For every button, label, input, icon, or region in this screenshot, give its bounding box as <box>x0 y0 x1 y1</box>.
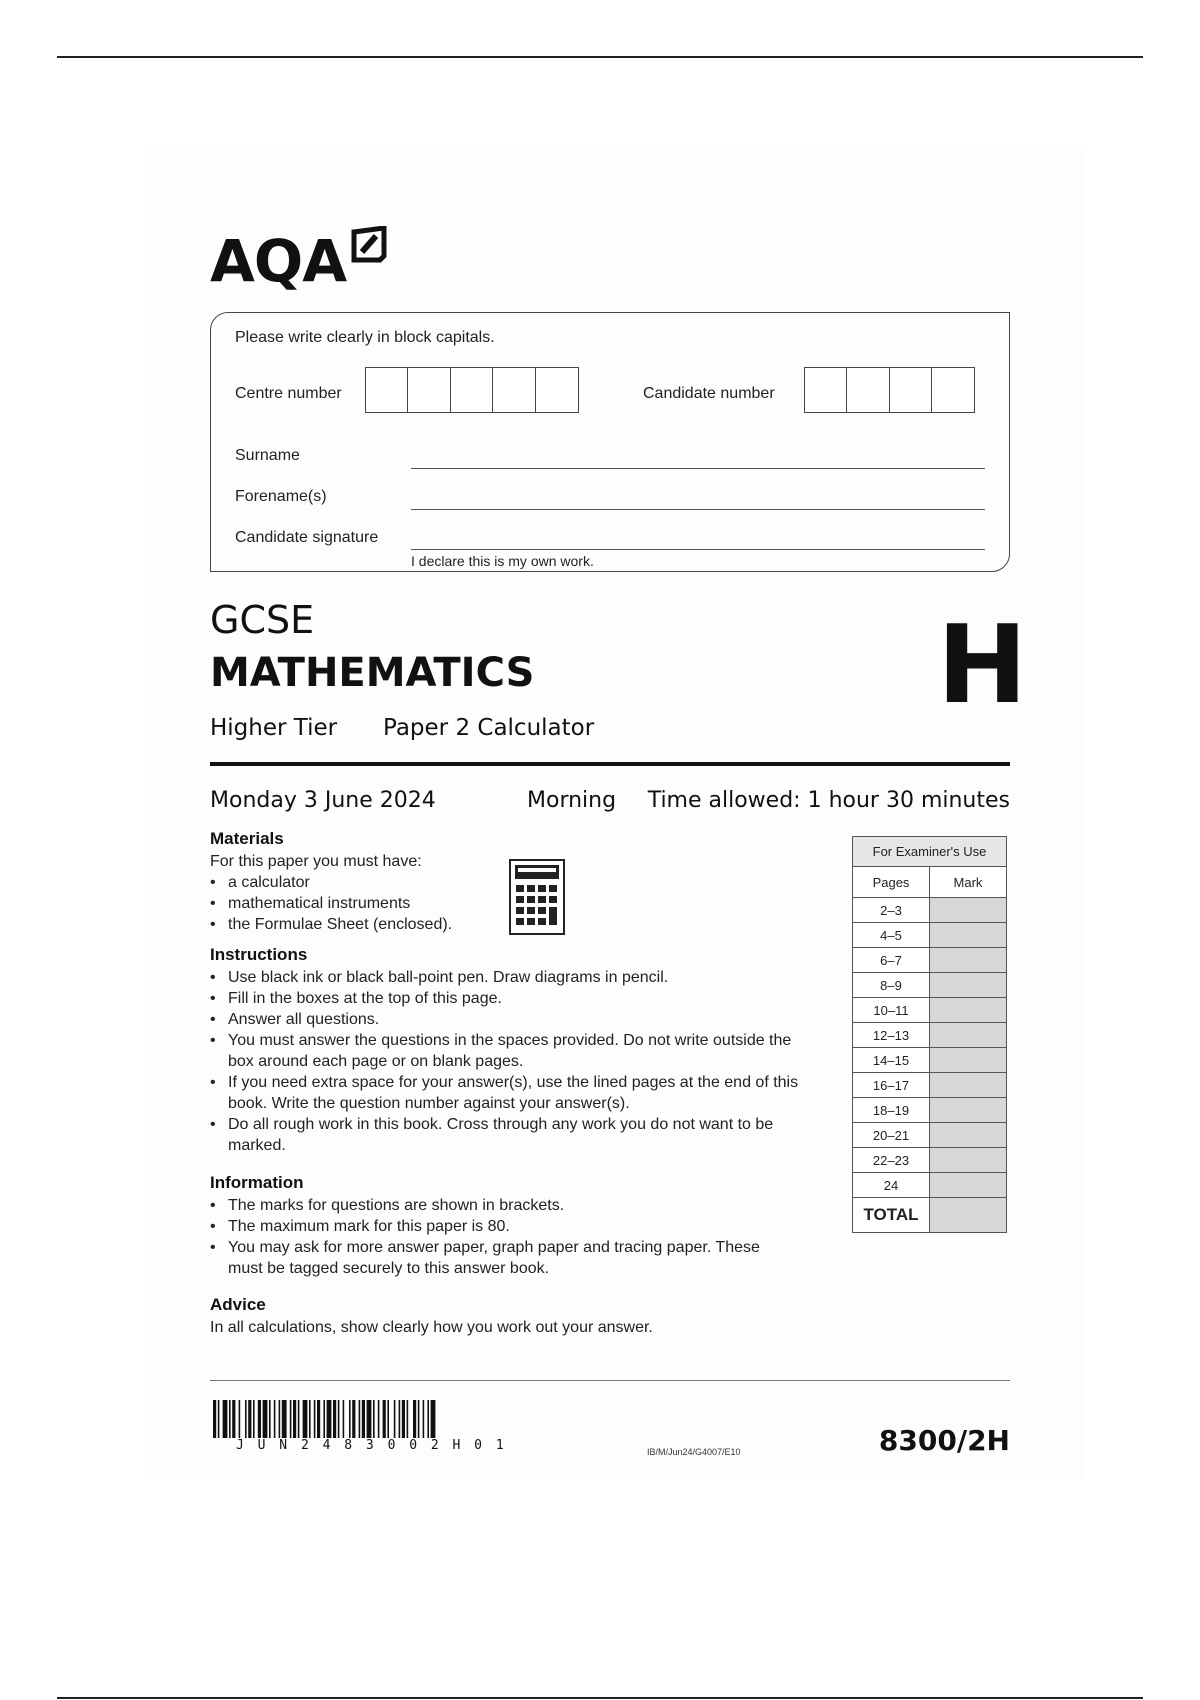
barcode-bar <box>317 1400 320 1438</box>
barcode-bar <box>327 1400 332 1438</box>
instruction-item: • Do all rough work in this book. Cross through any work you do not want to be marked. <box>210 1114 810 1156</box>
paper-code: 8300/2H <box>878 1424 1010 1457</box>
barcode-bar <box>362 1400 365 1438</box>
barcode-bar <box>413 1400 416 1438</box>
tier-letter: H <box>937 603 1028 728</box>
candidate-digit-box[interactable] <box>846 367 890 413</box>
information-heading: Information <box>210 1173 304 1192</box>
candidate-digit-box[interactable] <box>889 367 933 413</box>
barcode-bar <box>274 1400 276 1438</box>
pages-cell: 22–23 <box>853 1148 930 1173</box>
examiner-use-table <box>852 836 1007 1233</box>
mark-cell <box>930 1173 1007 1198</box>
materials-heading: Materials <box>210 829 284 848</box>
instruction-item: • Fill in the boxes at the top of this page. <box>210 988 810 1009</box>
pages-column-header: Pages <box>853 867 930 898</box>
logo-text: AQA <box>210 227 347 295</box>
barcode-bar <box>223 1400 228 1438</box>
qualification-title: GCSE <box>210 598 315 642</box>
mark-cell <box>930 1148 1007 1173</box>
barcode-bar <box>383 1400 386 1438</box>
total-mark-cell <box>930 1198 1007 1233</box>
mark-cell <box>930 898 1007 923</box>
barcode-bar <box>218 1400 220 1438</box>
candidate-number-boxes <box>805 367 975 413</box>
barcode-bar <box>349 1400 351 1438</box>
barcode-bar <box>378 1400 380 1438</box>
barcode-bar <box>232 1400 235 1438</box>
centre-digit-box[interactable] <box>407 367 451 413</box>
block-capitals-instruction: Please write clearly in block capitals. <box>235 329 495 346</box>
mark-cell <box>930 1098 1007 1123</box>
advice-section <box>210 1294 810 1338</box>
barcode-bar <box>394 1400 396 1438</box>
barcode-bar <box>333 1400 336 1438</box>
barcode-bar <box>282 1400 287 1438</box>
pages-cell: 14–15 <box>853 1048 930 1073</box>
materials-intro: For this paper you must have: <box>210 853 422 870</box>
pages-cell: 20–21 <box>853 1123 930 1148</box>
title-divider <box>210 762 1010 766</box>
surname-label: Surname <box>235 447 300 464</box>
instruction-item: • If you need extra space for your answer(s), use the lined pages at the end of this book. Write the question number against your answer(s). <box>210 1072 810 1114</box>
pages-cell: 12–13 <box>853 1023 930 1048</box>
barcode-bar <box>427 1400 429 1438</box>
candidate-number-label: Candidate number <box>643 385 775 402</box>
mark-cell <box>930 1048 1007 1073</box>
pages-cell: 4–5 <box>853 923 930 948</box>
materials-item: • the Formulae Sheet (enclosed). <box>210 914 510 935</box>
calculator-icon <box>508 858 566 936</box>
barcode-bar <box>248 1400 251 1438</box>
mark-cell <box>930 1123 1007 1148</box>
instructions-section <box>210 944 810 1156</box>
instruction-item: • Use black ink or black ball-point pen. Draw diagrams in pencil. <box>210 967 810 988</box>
pages-cell: 6–7 <box>853 948 930 973</box>
barcode-bar <box>387 1400 389 1438</box>
centre-digit-box[interactable] <box>492 367 536 413</box>
subject-title: MATHEMATICS <box>210 650 535 696</box>
barcode-bar <box>402 1400 405 1438</box>
barcode-bar <box>343 1400 345 1438</box>
instructions-heading: Instructions <box>210 945 308 964</box>
signature-line[interactable] <box>411 549 985 550</box>
barcode-bar <box>239 1400 241 1438</box>
centre-digit-box[interactable] <box>535 367 579 413</box>
information-item: • The maximum mark for this paper is 80. <box>210 1216 790 1237</box>
tier-label: Higher Tier <box>210 715 338 741</box>
mark-cell <box>930 998 1007 1023</box>
materials-item: • mathematical instruments <box>210 893 510 914</box>
total-label: TOTAL <box>853 1198 930 1233</box>
materials-item: • a calculator <box>210 872 510 893</box>
declaration-text: I declare this is my own work. <box>411 553 594 569</box>
forename-label: Forename(s) <box>235 488 327 505</box>
footer-rule <box>210 1380 1010 1381</box>
barcode-bar <box>359 1400 361 1438</box>
centre-digit-box[interactable] <box>365 367 409 413</box>
barcode-bar <box>245 1400 247 1438</box>
top-rule <box>57 56 1143 58</box>
mark-cell <box>930 923 1007 948</box>
barcode-bar <box>352 1400 355 1438</box>
centre-digit-box[interactable] <box>450 367 494 413</box>
time-allowed: Time allowed: 1 hour 30 minutes <box>647 788 1010 813</box>
information-section <box>210 1172 790 1279</box>
reference-code: IB/M/Jun24/G4007/E10 <box>647 1447 741 1457</box>
barcode-bar <box>213 1400 216 1438</box>
pages-cell: 24 <box>853 1173 930 1198</box>
bottom-rule <box>57 1697 1143 1699</box>
mark-cell <box>930 1023 1007 1048</box>
barcode-bar <box>338 1400 340 1438</box>
instruction-item: • Answer all questions. <box>210 1009 810 1030</box>
paper-label: Paper 2 Calculator <box>383 715 595 741</box>
centre-number-label: Centre number <box>235 385 342 402</box>
barcode-bar <box>263 1400 268 1438</box>
barcode-bar <box>279 1400 281 1438</box>
barcode-bar <box>423 1400 425 1438</box>
barcode-bar <box>303 1400 308 1438</box>
barcode-bar <box>373 1400 375 1438</box>
barcode-bar <box>258 1400 261 1438</box>
information-item: • You may ask for more answer paper, graph paper and tracing paper. These must be tagged securely to this answer book. <box>210 1237 790 1279</box>
barcode-bar <box>399 1400 401 1438</box>
signature-label: Candidate signature <box>235 529 379 546</box>
exam-session: Morning <box>527 788 617 813</box>
pages-cell: 8–9 <box>853 973 930 998</box>
mark-cell <box>930 1073 1007 1098</box>
barcode-bar <box>229 1400 231 1438</box>
candidate-digit-box[interactable] <box>931 367 975 413</box>
barcode-bar <box>407 1400 409 1438</box>
exam-date: Monday 3 June 2024 <box>210 788 436 813</box>
barcode-bar <box>293 1400 296 1438</box>
barcode-bar <box>290 1400 292 1438</box>
candidate-digit-box[interactable] <box>804 367 848 413</box>
surname-line[interactable] <box>411 468 985 469</box>
barcode-bar <box>323 1400 325 1438</box>
barcode-bar <box>269 1400 271 1438</box>
logo-mark-icon <box>350 226 388 266</box>
barcode-bar <box>418 1400 420 1438</box>
candidate-details-box <box>210 312 1010 572</box>
pages-cell: 10–11 <box>853 998 930 1023</box>
aqa-logo <box>210 210 388 295</box>
barcode-bar <box>298 1400 300 1438</box>
advice-text: In all calculations, show clearly how you work out your answer. <box>210 1319 653 1336</box>
barcode-bar <box>367 1400 372 1438</box>
information-item: • The marks for questions are shown in brackets. <box>210 1195 790 1216</box>
pages-cell: 16–17 <box>853 1073 930 1098</box>
pages-cell: 18–19 <box>853 1098 930 1123</box>
mark-column-header: Mark <box>930 867 1007 898</box>
mark-cell <box>930 973 1007 998</box>
barcode-bar <box>314 1400 316 1438</box>
materials-section <box>210 828 510 935</box>
barcode-text: J U N 2 4 8 3 0 0 2 H 0 1 <box>236 1438 507 1453</box>
barcode <box>213 1400 539 1438</box>
barcode-bar <box>253 1400 255 1438</box>
pages-cell: 2–3 <box>853 898 930 923</box>
instruction-item: • You must answer the questions in the spaces provided. Do not write outside the box around each page or on blank pages. <box>210 1030 810 1072</box>
barcode-bar <box>309 1400 311 1438</box>
advice-heading: Advice <box>210 1295 266 1314</box>
examiner-table-title: For Examiner's Use <box>853 837 1007 867</box>
forename-line[interactable] <box>411 509 985 510</box>
centre-number-boxes <box>366 367 579 413</box>
mark-cell <box>930 948 1007 973</box>
barcode-bar <box>431 1400 436 1438</box>
